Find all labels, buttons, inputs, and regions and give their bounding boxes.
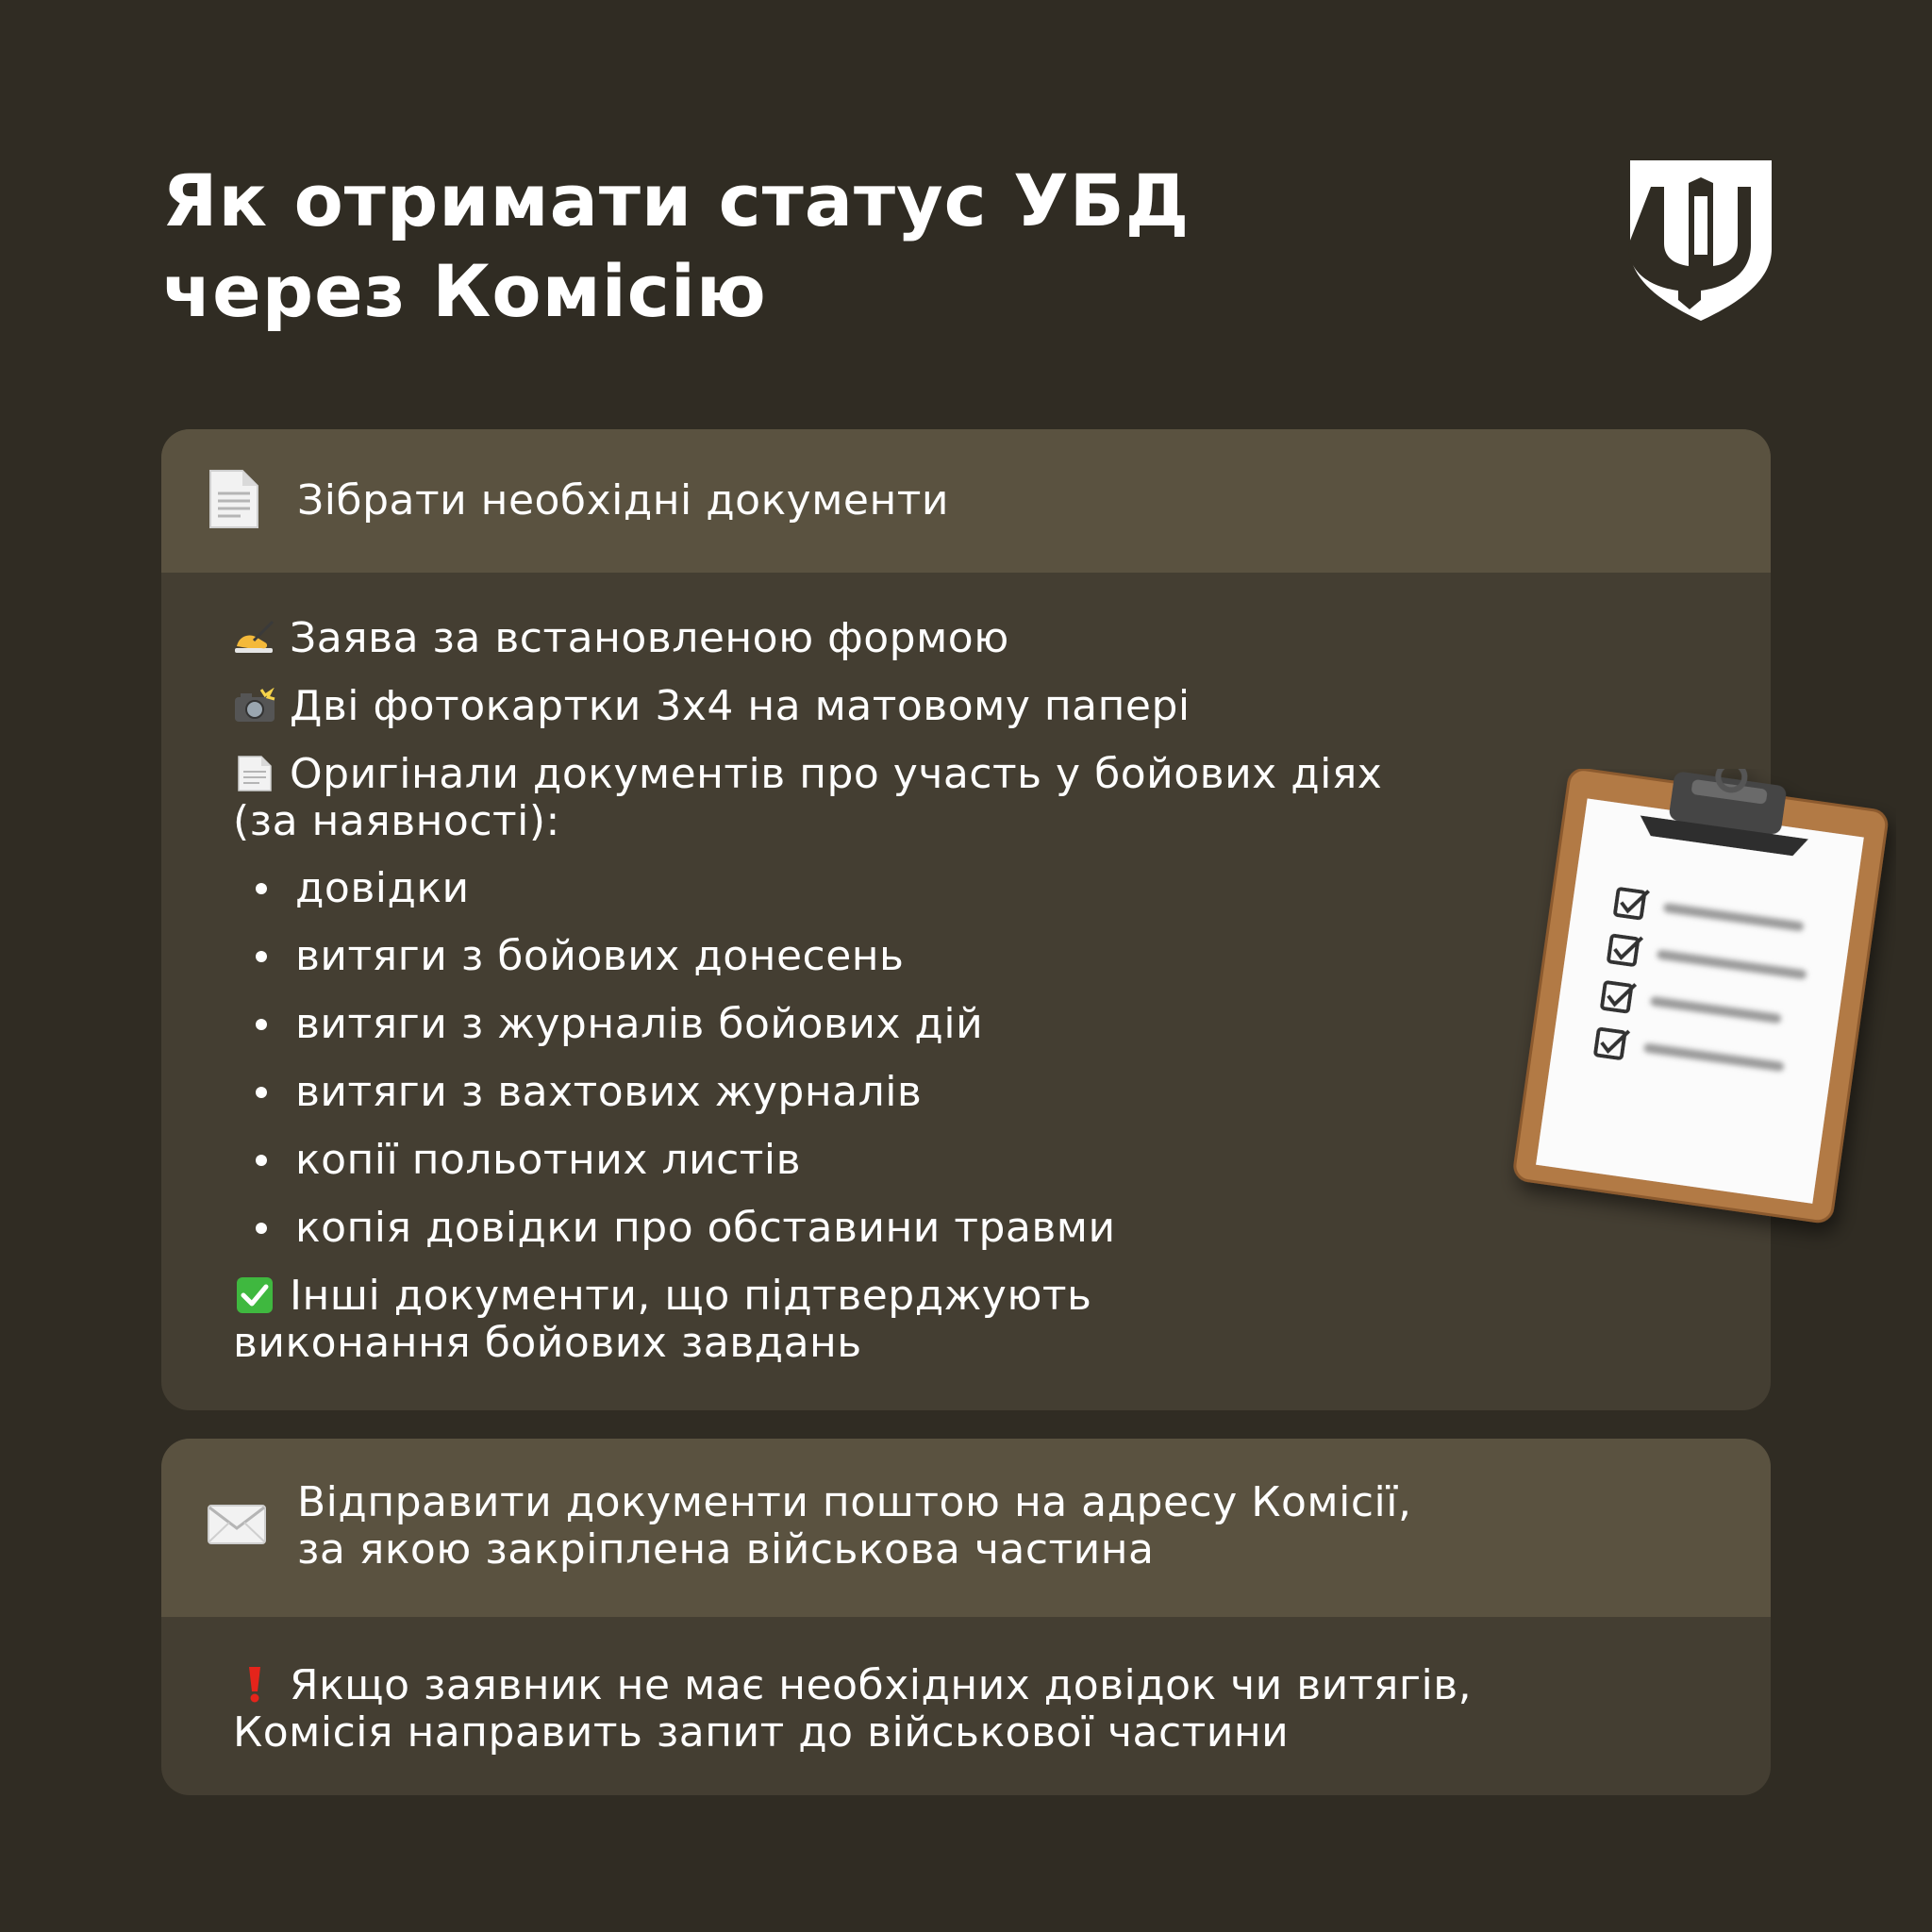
list-item-photos-text: Дві фотокартки 3х4 на матовому папері: [290, 682, 1191, 730]
bullet-dot: [256, 951, 267, 962]
list-item-originals-line-2: (за наявності):: [233, 797, 560, 845]
bullet-item: [256, 865, 470, 912]
list-item-other-documents-line-1: [233, 1273, 1091, 1320]
envelope-icon: [207, 1502, 267, 1547]
bullet-item-text: довідки: [295, 864, 470, 912]
mail-card-note: [233, 1662, 1472, 1757]
list-item-originals-line-1: [233, 751, 1382, 798]
bullet-item-text: витяги з бойових донесень: [295, 932, 905, 980]
bullet-item: [256, 1137, 801, 1184]
bullet-item: [256, 1069, 922, 1116]
bullet-item-text: витяги з вахтових журналів: [295, 1068, 923, 1116]
mail-card-title-line-2: за якою закріплена військова частина: [297, 1525, 1155, 1574]
bullet-dot: [256, 1223, 267, 1234]
mail-card-note-line-2: Комісія направить запит до військової частини: [233, 1708, 1290, 1757]
bullet-dot: [256, 1087, 267, 1098]
mail-card-title-line-1: Відправити документи поштою на адресу Комісії,: [297, 1478, 1412, 1526]
document-icon: [233, 756, 276, 791]
bullet-item-text: витяги з журналів бойових дій: [295, 1000, 984, 1048]
page-title: [162, 156, 1190, 337]
list-item-application: [233, 615, 1009, 662]
bullet-item-text: копія довідки про обставини травми: [295, 1204, 1116, 1252]
list-item-other-documents-text-1: Інші документи, що підтверджують: [290, 1272, 1092, 1320]
list-item-originals: [233, 751, 1382, 845]
list-item-other-documents-line-2: виконання бойових завдань: [233, 1319, 862, 1367]
page-title-line-1: Як отримати статус УБД: [162, 158, 1191, 242]
mail-card: [161, 1439, 1771, 1795]
exclamation-icon: [233, 1667, 276, 1703]
mail-card-header: [161, 1439, 1771, 1617]
document-icon: [207, 469, 259, 529]
page-title-line-2: через Комісію: [162, 249, 767, 333]
bullet-dot: [256, 1019, 267, 1030]
documents-card-header: [161, 429, 1771, 573]
camera-flash-icon: [233, 688, 276, 724]
list-item-originals-text-1: Оригінали документів про участь у бойових діях: [290, 750, 1383, 798]
trident-shield-icon: [1628, 158, 1774, 323]
bullet-item-text: копії польотних листів: [295, 1136, 802, 1184]
bullet-item: [256, 933, 904, 980]
mail-card-note-line-1: [233, 1662, 1472, 1709]
mail-card-note-text-1: Якщо заявник не має необхідних довідок чи витягів,: [290, 1661, 1473, 1709]
bullet-item: [256, 1205, 1116, 1252]
list-item-application-text: Заява за встановленою формою: [290, 614, 1009, 662]
writing-hand-icon: [233, 620, 276, 656]
list-item-other-documents: [233, 1273, 1091, 1367]
mail-card-title: [297, 1479, 1411, 1574]
bullet-item: [256, 1001, 983, 1048]
list-item-photos: [233, 683, 1191, 730]
clipboard-checklist-icon: [1500, 769, 1896, 1259]
check-mark-button-icon: [233, 1277, 276, 1313]
bullet-dot: [256, 1155, 267, 1166]
bullet-dot: [256, 883, 267, 894]
documents-card-title: Зібрати необхідні документи: [297, 476, 949, 525]
